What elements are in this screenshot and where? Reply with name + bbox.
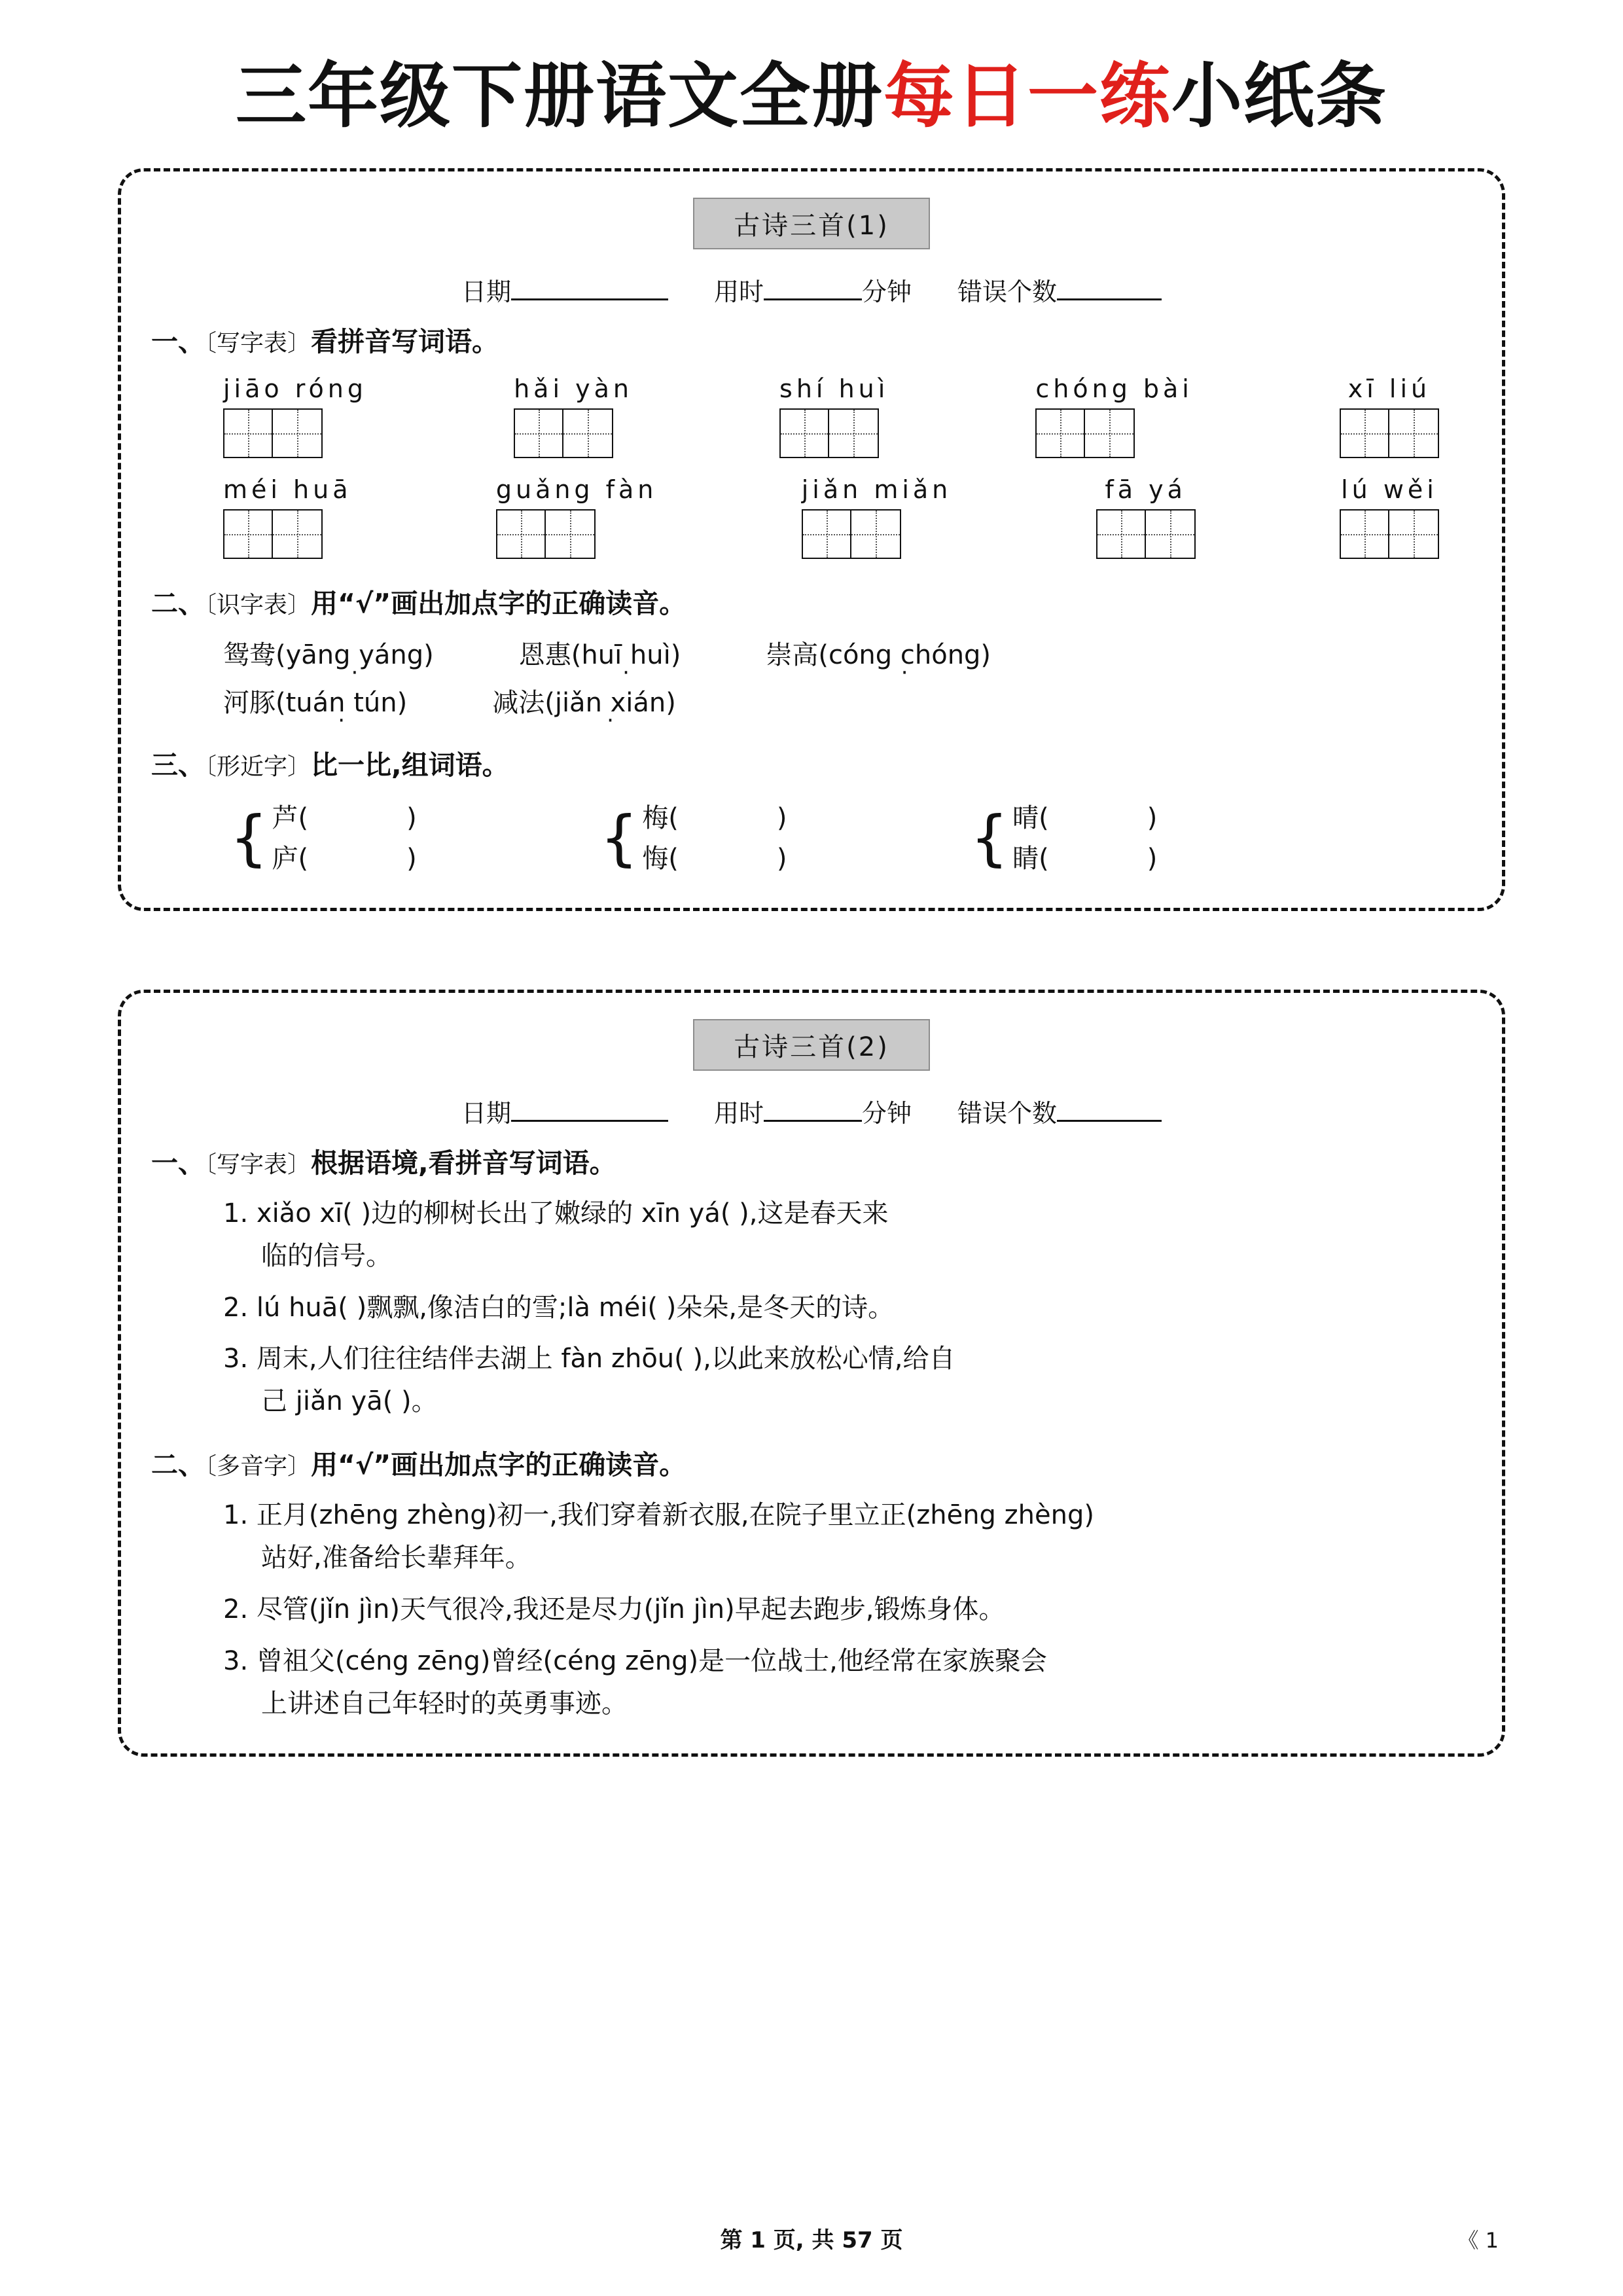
grid-box[interactable] [273,509,323,559]
item-line-cont[interactable]: 站好,准备给长辈拜年。 [261,1543,531,1573]
tianzige-grid[interactable] [223,408,367,458]
errors-blank[interactable] [1057,1094,1162,1122]
page-title [118,0,1505,141]
word-cell [1035,374,1192,458]
choice-options[interactable]: (tuán tún) · [276,688,407,718]
errors-blank[interactable] [1057,272,1162,300]
item-number: 2. [223,1292,249,1323]
tianzige-grid[interactable] [1035,408,1192,458]
grid-box[interactable] [273,408,323,458]
time-field[interactable] [714,1093,912,1129]
word-row-2 [151,475,1472,559]
errors-field[interactable] [957,272,1162,308]
item-number: 1. [223,1198,249,1229]
compare-char: 悔( [642,843,679,874]
compare-pair [230,798,417,879]
item-number: 1. [223,1500,249,1531]
sentence-item[interactable] [151,1193,1472,1278]
pinyin-choice-row-2[interactable] [151,682,1472,719]
tianzige-grid[interactable] [1340,509,1439,559]
grid-box[interactable] [1340,509,1389,559]
worksheet-card-1 [118,168,1505,911]
compare-close: ) [1147,802,1158,833]
worksheet-card-2 [118,990,1505,1757]
sentence-item[interactable] [151,1338,1472,1423]
word-cell [223,374,367,458]
item-line[interactable]: 正月(zhēng zhèng)初一,我们穿着新衣服,在院子里立正(zhēng zhèng) [256,1500,1094,1531]
pinyin-label: shí huì [779,374,889,403]
q1-tag: 〔写字表〕 [205,1151,312,1178]
brace-icon: { [230,802,268,873]
title-part2: 小纸条 [1171,56,1388,137]
item-line[interactable]: lú huā( )飘飘,像洁白的雪;là méi( )朵朵,是冬天的诗。 [256,1292,895,1323]
date-label: 日期 [461,278,511,306]
grid-box[interactable] [829,408,879,458]
q1-text: 根据语境,看拼音写词语。 [311,1147,616,1179]
pinyin-choice-item[interactable] [519,634,681,672]
compare-pair [600,798,787,879]
word-cell [779,374,889,458]
sentence-item[interactable] [151,1494,1472,1579]
compare-line[interactable] [1012,838,1157,879]
card-1-question-2 [151,584,1472,624]
date-blank[interactable] [511,1094,668,1122]
compare-char: 梅( [642,802,679,833]
grid-box[interactable] [1389,509,1439,559]
grid-box[interactable] [802,509,851,559]
pinyin-label: jiǎn miǎn [801,475,952,504]
compare-char: 睛( [1012,843,1049,874]
grid-box[interactable] [563,408,613,458]
sentence-item[interactable] [151,1640,1472,1725]
compare-char: 庐( [272,843,309,874]
sentence-item[interactable] [151,1287,1472,1329]
tianzige-grid[interactable] [1340,408,1439,458]
item-number: 3. [223,1645,249,1676]
item-line-cont[interactable]: 上讲述自己年轻时的英勇事迹。 [261,1688,628,1719]
card-2-title: 古诗三首(2) [693,1019,930,1071]
pinyin-label: jiāo róng [223,374,367,403]
grid-box[interactable] [1340,408,1389,458]
compare-line[interactable] [642,798,787,838]
compare-close: ) [406,843,417,874]
compare-close: ) [406,802,417,833]
compare-close: ) [776,843,787,874]
word-cell [514,374,633,458]
tianzige-grid[interactable] [802,509,952,559]
card-1-question-1 [151,322,1472,363]
pinyin-label: lú wěi [1341,475,1438,504]
compare-close: ) [1147,843,1158,874]
card-1-header [151,198,1472,249]
pinyin-label: méi huā [223,475,352,504]
brace-icon: { [599,802,639,873]
card-1-title: 古诗三首(1) [693,198,930,249]
grid-box[interactable] [1035,408,1085,458]
errors-label: 错误个数 [957,1098,1058,1128]
word-cell [1340,374,1439,458]
q2-text: 用“√”画出加点字的正确读音。 [311,587,687,619]
grid-box[interactable] [1146,509,1196,559]
date-field[interactable] [461,272,668,308]
pinyin-label: guǎng fàn [495,475,658,504]
word-cell [1340,475,1439,559]
card-2-question-1 [151,1143,1472,1184]
grid-box[interactable] [496,509,546,559]
pinyin-label: chóng bài [1035,374,1193,403]
tianzige-grid[interactable] [223,509,352,559]
compare-close: ) [776,802,787,833]
compare-char: 晴( [1012,802,1049,833]
grid-box[interactable] [851,509,901,559]
card-2-question-2 [151,1445,1472,1486]
pinyin-label: xī liú [1347,374,1431,403]
time-blank[interactable] [764,272,862,300]
word-cell [1096,475,1196,559]
time-blank[interactable] [764,1094,862,1122]
pinyin-choice-item[interactable] [223,682,407,719]
compare-line[interactable] [642,838,787,879]
grid-box[interactable] [514,408,563,458]
compare-char: 芦( [272,802,309,833]
page-number: 第 1 页, 共 57 页 [720,2227,903,2253]
page-footer [0,2222,1623,2254]
q2-number: 二、 [151,1448,205,1480]
corner-marker: 《 1 [1457,2228,1499,2253]
errors-label: 错误个数 [957,278,1058,306]
item-line[interactable]: 尽管(jǐn jìn)天气很冷,我还是尽力(jǐn jìn)早起去跑步,锻炼身体。 [256,1594,1005,1625]
item-line-cont[interactable]: 临的信号。 [261,1240,392,1271]
pinyin-choice-item[interactable] [766,634,991,672]
choice-word: 减法 [492,688,545,718]
q3-number: 三、 [151,749,205,781]
time-field[interactable] [714,272,912,308]
grid-box[interactable] [223,509,273,559]
title-highlight: 每日一练 [883,56,1171,137]
date-field[interactable] [461,1093,668,1129]
date-blank[interactable] [511,272,668,300]
card-2-meta [151,1093,1472,1129]
pinyin-choice-item[interactable] [223,634,434,672]
q1-number: 一、 [151,1147,205,1179]
item-line-cont[interactable]: 己 jiǎn yā( )。 [261,1386,438,1417]
tianzige-grid[interactable] [779,408,889,458]
choice-word: 崇高 [766,640,819,670]
choice-options[interactable]: (huī huì) · [571,640,681,670]
choice-word: 鸳鸯 [223,640,276,670]
compare-line[interactable] [272,838,417,879]
time-label: 用时 [713,1098,764,1128]
minutes-label: 分钟 [862,1098,912,1128]
q1-tag: 〔写字表〕 [205,330,312,357]
pinyin-label: hǎi yàn [514,374,633,403]
compare-line[interactable] [1012,798,1157,838]
word-cell [802,475,952,559]
card-1-question-3 [151,745,1472,786]
brace-icon: { [970,802,1009,873]
card-2-header [151,1019,1472,1071]
pinyin-choice-row-1[interactable] [151,634,1472,672]
grid-box[interactable] [546,509,596,559]
choice-word: 河豚 [223,688,276,718]
q2-number: 二、 [151,587,205,619]
word-cell [496,475,658,559]
pinyin-label: fā yá [1105,475,1186,504]
compare-line[interactable] [272,798,417,838]
tianzige-grid[interactable] [1096,509,1196,559]
q3-text: 比一比,组词语。 [311,749,509,781]
item-number: 3. [223,1344,249,1374]
time-label: 用时 [713,278,764,306]
grid-box[interactable] [1096,509,1146,559]
q2-tag: 〔识字表〕 [205,591,312,619]
q2-text: 用“√”画出加点字的正确读音。 [311,1448,687,1480]
date-label: 日期 [461,1098,511,1128]
card-1-meta [151,272,1472,308]
compare-word-row [151,798,1472,879]
item-number: 2. [223,1594,249,1625]
choice-options[interactable]: (yāng yáng) · [276,640,434,670]
q3-tag: 〔形近字〕 [205,753,312,780]
grid-box[interactable] [223,408,273,458]
choice-word: 恩惠 [518,640,571,670]
item-line[interactable]: xiǎo xī( )边的柳树长出了嫩绿的 xīn yá( ),这是春天来 [256,1198,889,1229]
item-line[interactable]: 曾祖父(céng zēng)曾经(céng zēng)是一位战士,他经常在家族聚会 [256,1645,1047,1676]
word-cell [223,475,352,559]
grid-box[interactable] [1389,408,1439,458]
choice-options[interactable]: (jiǎn xián) · [544,688,676,718]
title-part1: 三年级下册语文全册 [235,56,883,137]
errors-field[interactable] [957,1093,1162,1129]
grid-box[interactable] [1085,408,1135,458]
sentence-item[interactable] [151,1588,1472,1631]
q1-number: 一、 [151,326,205,357]
minutes-label: 分钟 [862,278,912,306]
tianzige-grid[interactable] [496,509,658,559]
q2-tag: 〔多音字〕 [205,1452,312,1480]
grid-box[interactable] [779,408,829,458]
q1-text: 看拼音写词语。 [311,326,499,357]
pinyin-choice-item[interactable] [492,682,676,719]
compare-pair [971,798,1158,879]
tianzige-grid[interactable] [514,408,633,458]
word-row-1 [151,374,1472,458]
choice-options[interactable]: (cóng chóng) · [818,640,991,670]
item-line[interactable]: 周末,人们往往结伴去湖上 fàn zhōu( ),以此来放松心情,给自 [256,1344,955,1374]
